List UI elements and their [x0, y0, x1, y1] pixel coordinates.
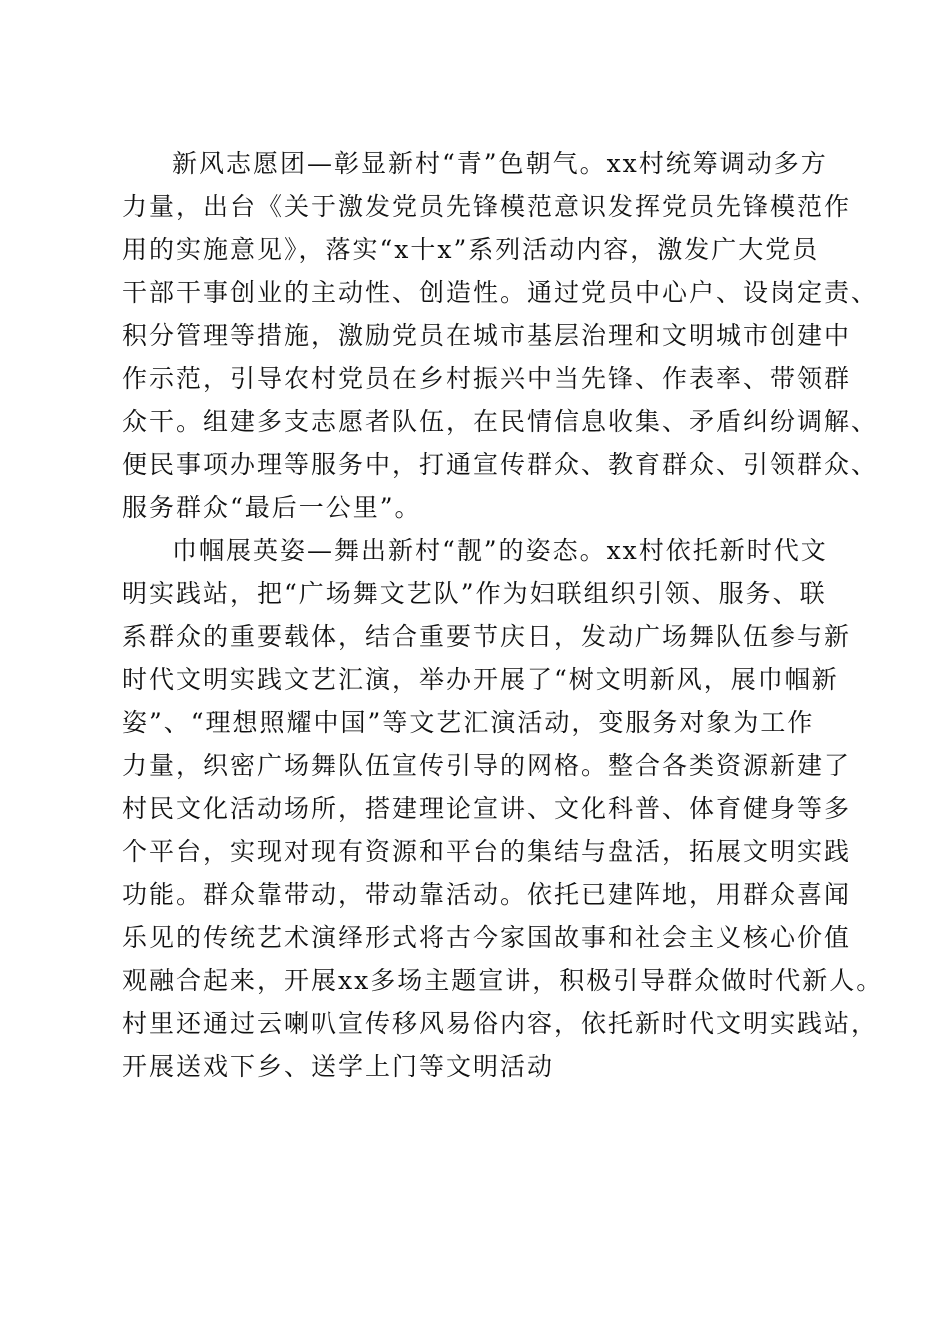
paragraph-2-line-12: 村里还通过云喇叭宣传移风易俗内容，依托新时代文明实践站，	[122, 1009, 879, 1038]
paragraph-1-line-5: 积分管理等措施，激励党员在城市基层治理和文明城市创建中	[122, 321, 852, 350]
paragraph-2-line-13: 开展送戏下乡、送学上门等文明活动	[122, 1052, 555, 1081]
paragraph-1-line-8: 便民事项办理等服务中，打通宣传群众、教育群众、引领群众、	[122, 450, 879, 479]
paragraph-2-line-3: 系群众的重要载体，结合重要节庆日，发动广场舞队伍参与新	[122, 622, 852, 651]
document-body	[122, 142, 884, 1088]
paragraph-1-line-3: 用的实施意见》，落实“x十x”系列活动内容，激发广大党员	[122, 235, 820, 264]
paragraph-2-line-9: 功能。群众靠带动，带动靠活动。依托已建阵地，用群众喜闻	[122, 880, 852, 909]
paragraph-2-line-2: 明实践站，把“广场舞文艺队”作为妇联组织引领、服务、联	[122, 579, 827, 608]
paragraph-1-line-2: 力量，出台《关于激发党员先锋模范意识发挥党员先锋模范作	[122, 192, 852, 221]
paragraph-2-line-10: 乐见的传统艺术演绎形式将古今家国故事和社会主义核心价值	[122, 923, 852, 952]
paragraph-1-line-6: 作示范，引导农村党员在乡村振兴中当先锋、作表率、带领群	[122, 364, 852, 393]
paragraph-1-line-9: 服务群众“最后一公里”。	[122, 493, 422, 522]
paragraph-1-line-4: 干部干事创业的主动性、创造性。通过党员中心户、设岗定责、	[122, 278, 879, 307]
paragraph-1-line-1: 新风志愿团—彰显新村“青”色朝气。xx村统筹调动多方	[172, 149, 828, 178]
paragraph-2-line-8: 个平台，实现对现有资源和平台的集结与盘活，拓展文明实践	[122, 837, 852, 866]
paragraph-1-line-7: 众干。组建多支志愿者队伍，在民情信息收集、矛盾纠纷调解、	[122, 407, 879, 436]
paragraph-2-line-7: 村民文化活动场所，搭建理论宣讲、文化科普、体育健身等多	[122, 794, 852, 823]
paragraph-2-line-4: 时代文明实践文艺汇演，举办开展了“树文明新风，展巾帼新	[122, 665, 839, 694]
paragraph-2-line-11: 观融合起来，开展xx多场主题宣讲，积极引导群众做时代新人。	[122, 966, 884, 995]
paragraph-2-line-1: 巾帼展英姿—舞出新村“靓”的姿态。xx村依托新时代文	[172, 536, 828, 565]
paragraph-2-line-6: 力量，织密广场舞队伍宣传引导的网格。整合各类资源新建了	[122, 751, 852, 780]
paragraph-2-line-5: 姿”、“理想照耀中国”等文艺汇演活动，变服务对象为工作	[122, 708, 815, 737]
